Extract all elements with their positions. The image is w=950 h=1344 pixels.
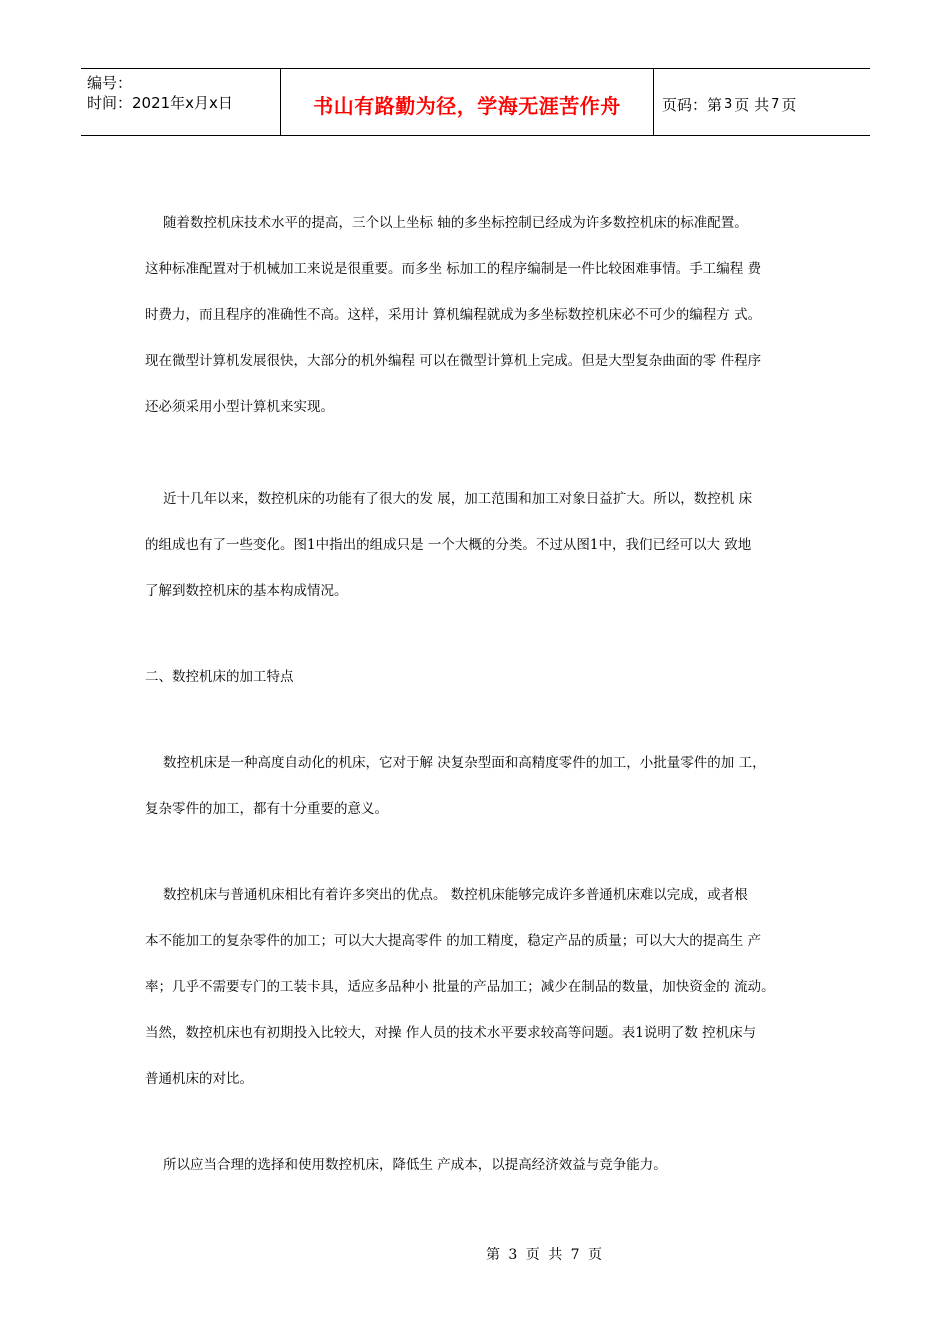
paragraph-line: 数控机床与普通机床相比有着许多突出的优点。 数控机床能够完成许多普通机床难以完成，或者根 — [163, 887, 748, 903]
paragraph-line: 本不能加工的复杂零件的加工；可以大大提高零件 的加工精度，稳定产品的质量；可以大大的提高生 产 — [145, 933, 762, 949]
page-current: 3 — [724, 96, 733, 112]
motto-text: 书山有路勤为径，学海无涯苦作舟 — [313, 93, 621, 118]
page-total: 7 — [771, 96, 780, 112]
header-page-info — [654, 69, 870, 135]
page-end: 页 — [781, 95, 797, 114]
spacer — [145, 614, 825, 654]
page-label: 页码：第 — [662, 95, 723, 114]
paragraph-line: 还必须采用小型计算机来实现。 — [145, 399, 334, 415]
page-footer: 第 3 页 共 7 页 — [485, 1247, 605, 1263]
paragraph-line: 了解到数控机床的基本构成情况。 — [145, 583, 348, 599]
paragraph-line: 现在微型计算机发展很快，大部分的机外编程 可以在微型计算机上完成。但是大型复杂曲面的零 件程序 — [145, 353, 762, 369]
spacer — [145, 1102, 825, 1142]
paragraph-line: 普通机床的对比。 — [145, 1071, 253, 1087]
spacer — [145, 700, 825, 740]
spacer — [145, 832, 825, 872]
paragraph-line: 率；几乎不需要专门的工装卡具，适应多品种小 批量的产品加工；减少在制品的数量，加快资金的 流动。 — [145, 979, 775, 995]
paragraph-line: 这种标准配置对于机械加工来说是很重要。而多坐 标加工的程序编制是一件比较困难事情。手工编程 费 — [145, 261, 762, 277]
page-mid: 页 共 — [734, 95, 770, 114]
paragraph-line: 随着数控机床技术水平的提高，三个以上坐标 轴的多坐标控制已经成为许多数控机床的标准配置。 — [163, 215, 748, 231]
paragraph-line: 的组成也有了一些变化。图1中指出的组成只是 一个大概的分类。不过从图1中，我们已经可以大 致地 — [145, 537, 752, 553]
paragraph-line: 数控机床是一种高度自动化的机床，它对于解 决复杂型面和高精度零件的加工，小批量零件的加 工， — [163, 755, 766, 771]
paragraph-line: 近十几年以来，数控机床的功能有了很大的发 展，加工范围和加工对象日益扩大。所以，数控机 床 — [163, 491, 753, 507]
spacer — [145, 430, 825, 476]
paragraph-line: 复杂零件的加工，都有十分重要的意义。 — [145, 801, 388, 817]
document-body — [145, 200, 825, 1188]
page-header — [81, 68, 870, 136]
paragraph-line: 时费力，而且程序的准确性不高。这样，采用计 算机编程就成为多坐标数控机床必不可少的编程方 式。 — [145, 307, 762, 323]
header-motto-cell — [281, 69, 654, 135]
time-label: 时间：2021年x月x日 — [87, 94, 233, 112]
number-label: 编号： — [87, 74, 133, 92]
paragraph-line: 所以应当合理的选择和使用数控机床，降低生 产成本，以提高经济效益与竞争能力。 — [163, 1157, 667, 1173]
header-meta — [81, 69, 281, 135]
paragraph-line: 当然，数控机床也有初期投入比较大，对操 作人员的技术水平要求较高等问题。表1说明了数 控机床与 — [145, 1025, 757, 1041]
section-title: 二、数控机床的加工特点 — [145, 669, 294, 685]
